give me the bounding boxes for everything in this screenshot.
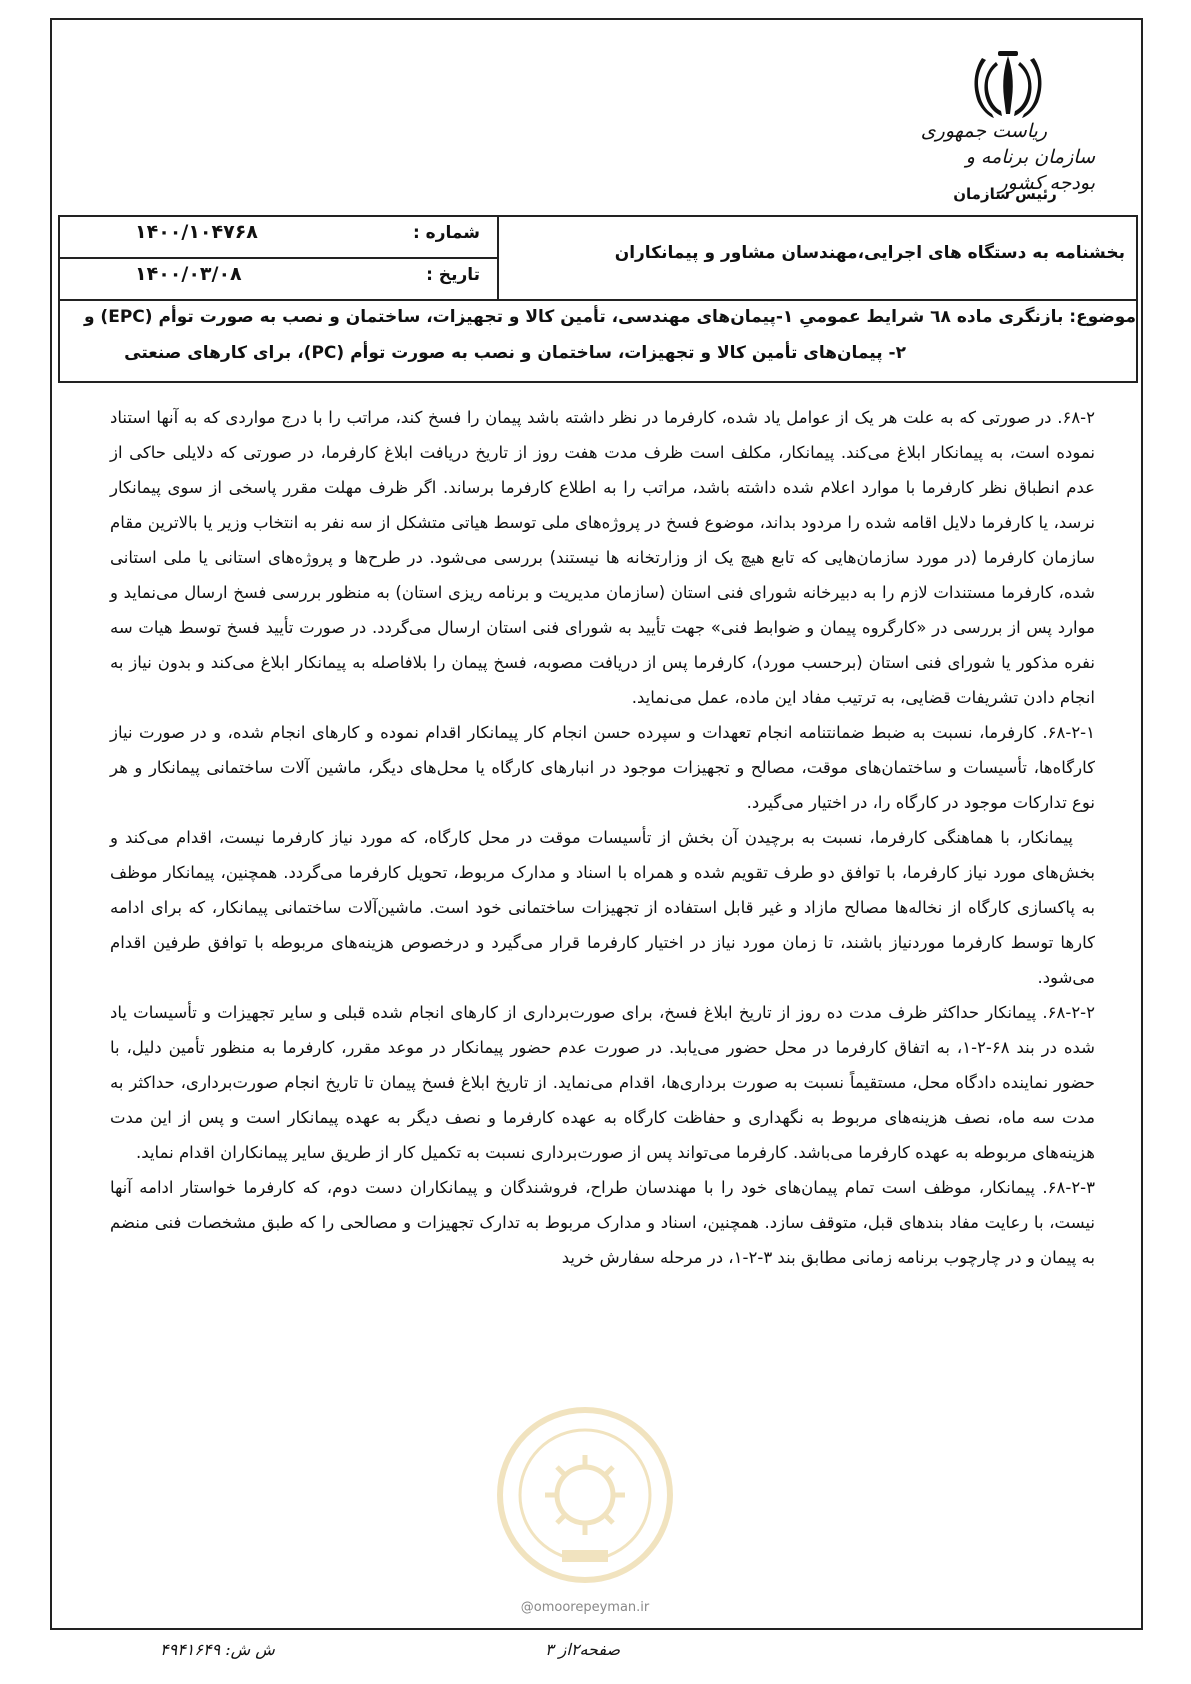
clause-68-2: ۶۸-۲. در صورتی که به علت هر یک از عوامل یاد شده، کارفرما در نظر داشته باشد پیمان را فسخ کند، مراتب را با درج مواردی که به آنها استناد نموده است، به پیمانکار ابلاغ می‌کند. پیمانکار، مکلف است ظرف مدت هفت روز از تاریخ دریافت ابلاغ کارفرما، در صورتی که دلایلی حاکی از عدم انطباق نظر کارفرما با موارد اعلام شده داشته باشد، مراتب را به اطلاع کارفرما برساند. اگر ظرف مهلت مقرر پاسخی از سوی پیمانکار نرسد، یا کارفرما دلایل اقامه شده را مردود بداند، موضوع فسخ در پروژه‌های ملی توسط هیاتی متشکل از سه نفر به انتخاب وزیر یا بالاترین مقام سازمان کارفرما (در مورد سازمان‌هایی که تابع هیچ یک از وزارتخانه ها نیستند) بررسی می‌شود. در طرح‌ها و پروژه‌های استانی یا ملی استانی شده، کارفرما مستندات لازم را به دبیرخانه شورای فنی استان (سازمان مدیریت و برنامه ریزی استان) به منظور بررسی فسخ ارسال می‌نماید و موارد پس از بررسی در «کارگروه پیمان و ضوابط فنی» جهت تأیید به شورای فنی استان ارسال می‌گردد. در صورت تأیید فسخ توسط هیات سه نفره مذکور یا شورای فنی استان (برحسب مورد)، کارفرما پس از دریافت مصوبه، فسخ پیمان را بلافاصله به پیمانکار ابلاغ می‌کند و بدون نیاز به انجام دادن تشریفات قضایی، به ترتیب مفاد این ماده، عمل می‌نماید. <box>110 408 1095 707</box>
date-label: تاریخ : <box>426 265 480 285</box>
subject-box <box>58 301 1138 383</box>
clause-68-2-2: ۶۸-۲-۲. پیمانکار حداکثر ظرف مدت ده روز از تاریخ ابلاغ فسخ، برای صورت‌برداری از کارهای انجام شده قبلی و سایر تجهیزات و تأسیسات یاد شده در بند ۶۸-۲-۱، به اتفاق کارفرما در محل حضور می‌یابد. در صورت عدم حضور پیمانکار در موعد مقرر، کارفرما به منظور تأمین دلیل، با حضور نماینده دادگاه محل، مستقیماً نسبت به صورت برداری‌ها، اقدام می‌نماید. از تاریخ ابلاغ فسخ پیمان تا تاریخ انجام صورت‌برداری، حداکثر به مدت سه ماه، نصف هزینه‌های مربوط به نگهداری و حفاظت کارگاه به عهده کارفرما و نصف دیگر به عهده پیمانکار است و پس از این مدت هزینه‌های مربوطه به عهده کارفرما می‌باشد. کارفرما می‌تواند پس از صورت‌برداری نسبت به تکمیل کار از طریق سایر پیمانکاران اقدام نماید. <box>110 1003 1096 1162</box>
letterhead-presidency: ریاست جمهوری <box>920 120 1047 142</box>
footer-serial: ش ش: ۴۹۴۱۶۴۹ <box>160 1640 275 1659</box>
document-body <box>110 400 1095 1275</box>
circular-title: بخشنامه به دستگاه های اجرایی،مهندسان مشاور و پیمانکاران <box>614 243 1125 263</box>
header-box <box>58 215 1138 301</box>
footer-page-number: صفحه۲از ۳ <box>545 1640 621 1659</box>
watermark-seal-icon <box>490 1400 680 1600</box>
date-value: ۱۴۰۰/۰۳/۰۸ <box>135 263 242 285</box>
header-divider-horizontal <box>60 257 497 259</box>
letterhead-office: رئیس سازمان <box>953 185 1057 203</box>
subject-line-1: موضوع: بازنگری ماده ٦٨ شرایط عمومیِ ۱-پیمان‌های مهندسی، تأمین کالا و تجهیزات، ساختمان و نصب به صورت توأم (EPC) و <box>83 307 1136 327</box>
number-value: ۱۴۰۰/۱۰۴۷۶۸ <box>135 221 258 243</box>
watermark-site: @omoorepeyman.ir <box>520 1600 650 1615</box>
clause-68-2-1: ۶۸-۲-۱. کارفرما، نسبت به ضبط ضمانتنامه انجام تعهدات و سپرده حسن انجام کار پیمانکار اقدام نموده و کارهای انجام شده، و در صورت نیاز کارگاه‌ها، تأسیسات و ساختمان‌های موقت، مصالح و تجهیزات موجود در انبارهای کارگاه یا محل‌های دیگر، ماشین آلات ساختمانی پیمانکار و هر نوع تدارکات موجود در کارگاه را، در اختیار می‌گیرد. <box>110 723 1095 812</box>
clause-68-2-1-continued: پیمانکار، با هماهنگی کارفرما، نسبت به برچیدن آن بخش از تأسیسات موقت در محل کارگاه، که مورد نیاز کارفرما نیست، اقدام می‌کند و بخش‌های مورد نیاز کارفرما، با توافق دو طرف تقویم شده و همراه با اسناد و مدارک مربوط، تحویل کارفرما می‌گردد. همچنین، پیمانکار موظف به پاکسازی کارگاه از نخاله‌ها مصالح مازاد و غیر قابل استفاده از تجهیزات ساختمانی خود است. ماشین‌آلات ساختمانی پیمانکار، که برای ادامه کارها توسط کارفرما موردنیاز باشند، تا زمان مورد نیاز در اختیار کارفرما قرار می‌گیرد و درخصوص هزینه‌های مربوطه با توافق طرفین اقدام می‌شود. <box>110 828 1095 987</box>
iran-emblem-icon <box>968 48 1048 124</box>
letterhead-organization: سازمان برنامه و بودجه کشور <box>965 146 1095 194</box>
subject-line-2: ۲- پیمان‌های تأمین کالا و تجهیزات، ساختمان و نصب به صورت توأم (PC)، برای کارهای صنعتی <box>124 343 906 363</box>
number-label: شماره : <box>412 223 480 243</box>
header-divider-vertical <box>497 217 499 299</box>
clause-68-2-3: ۶۸-۲-۳. پیمانکار، موظف است تمام پیمان‌های خود را با مهندسان طراح، فروشندگان و پیمانکاران دست دوم، که کارفرما خواستار ادامه آنها نیست، با رعایت مفاد بندهای قبل، متوقف سازد. همچنین، اسناد و مدارک مربوط به تدارک تجهیزات و مصالحی را که طبق مشخصات فنی منضم به پیمان و در چارچوب برنامه زمانی مطابق بند ۳-۲-۱، در مرحله سفارش خرید <box>110 1178 1095 1267</box>
